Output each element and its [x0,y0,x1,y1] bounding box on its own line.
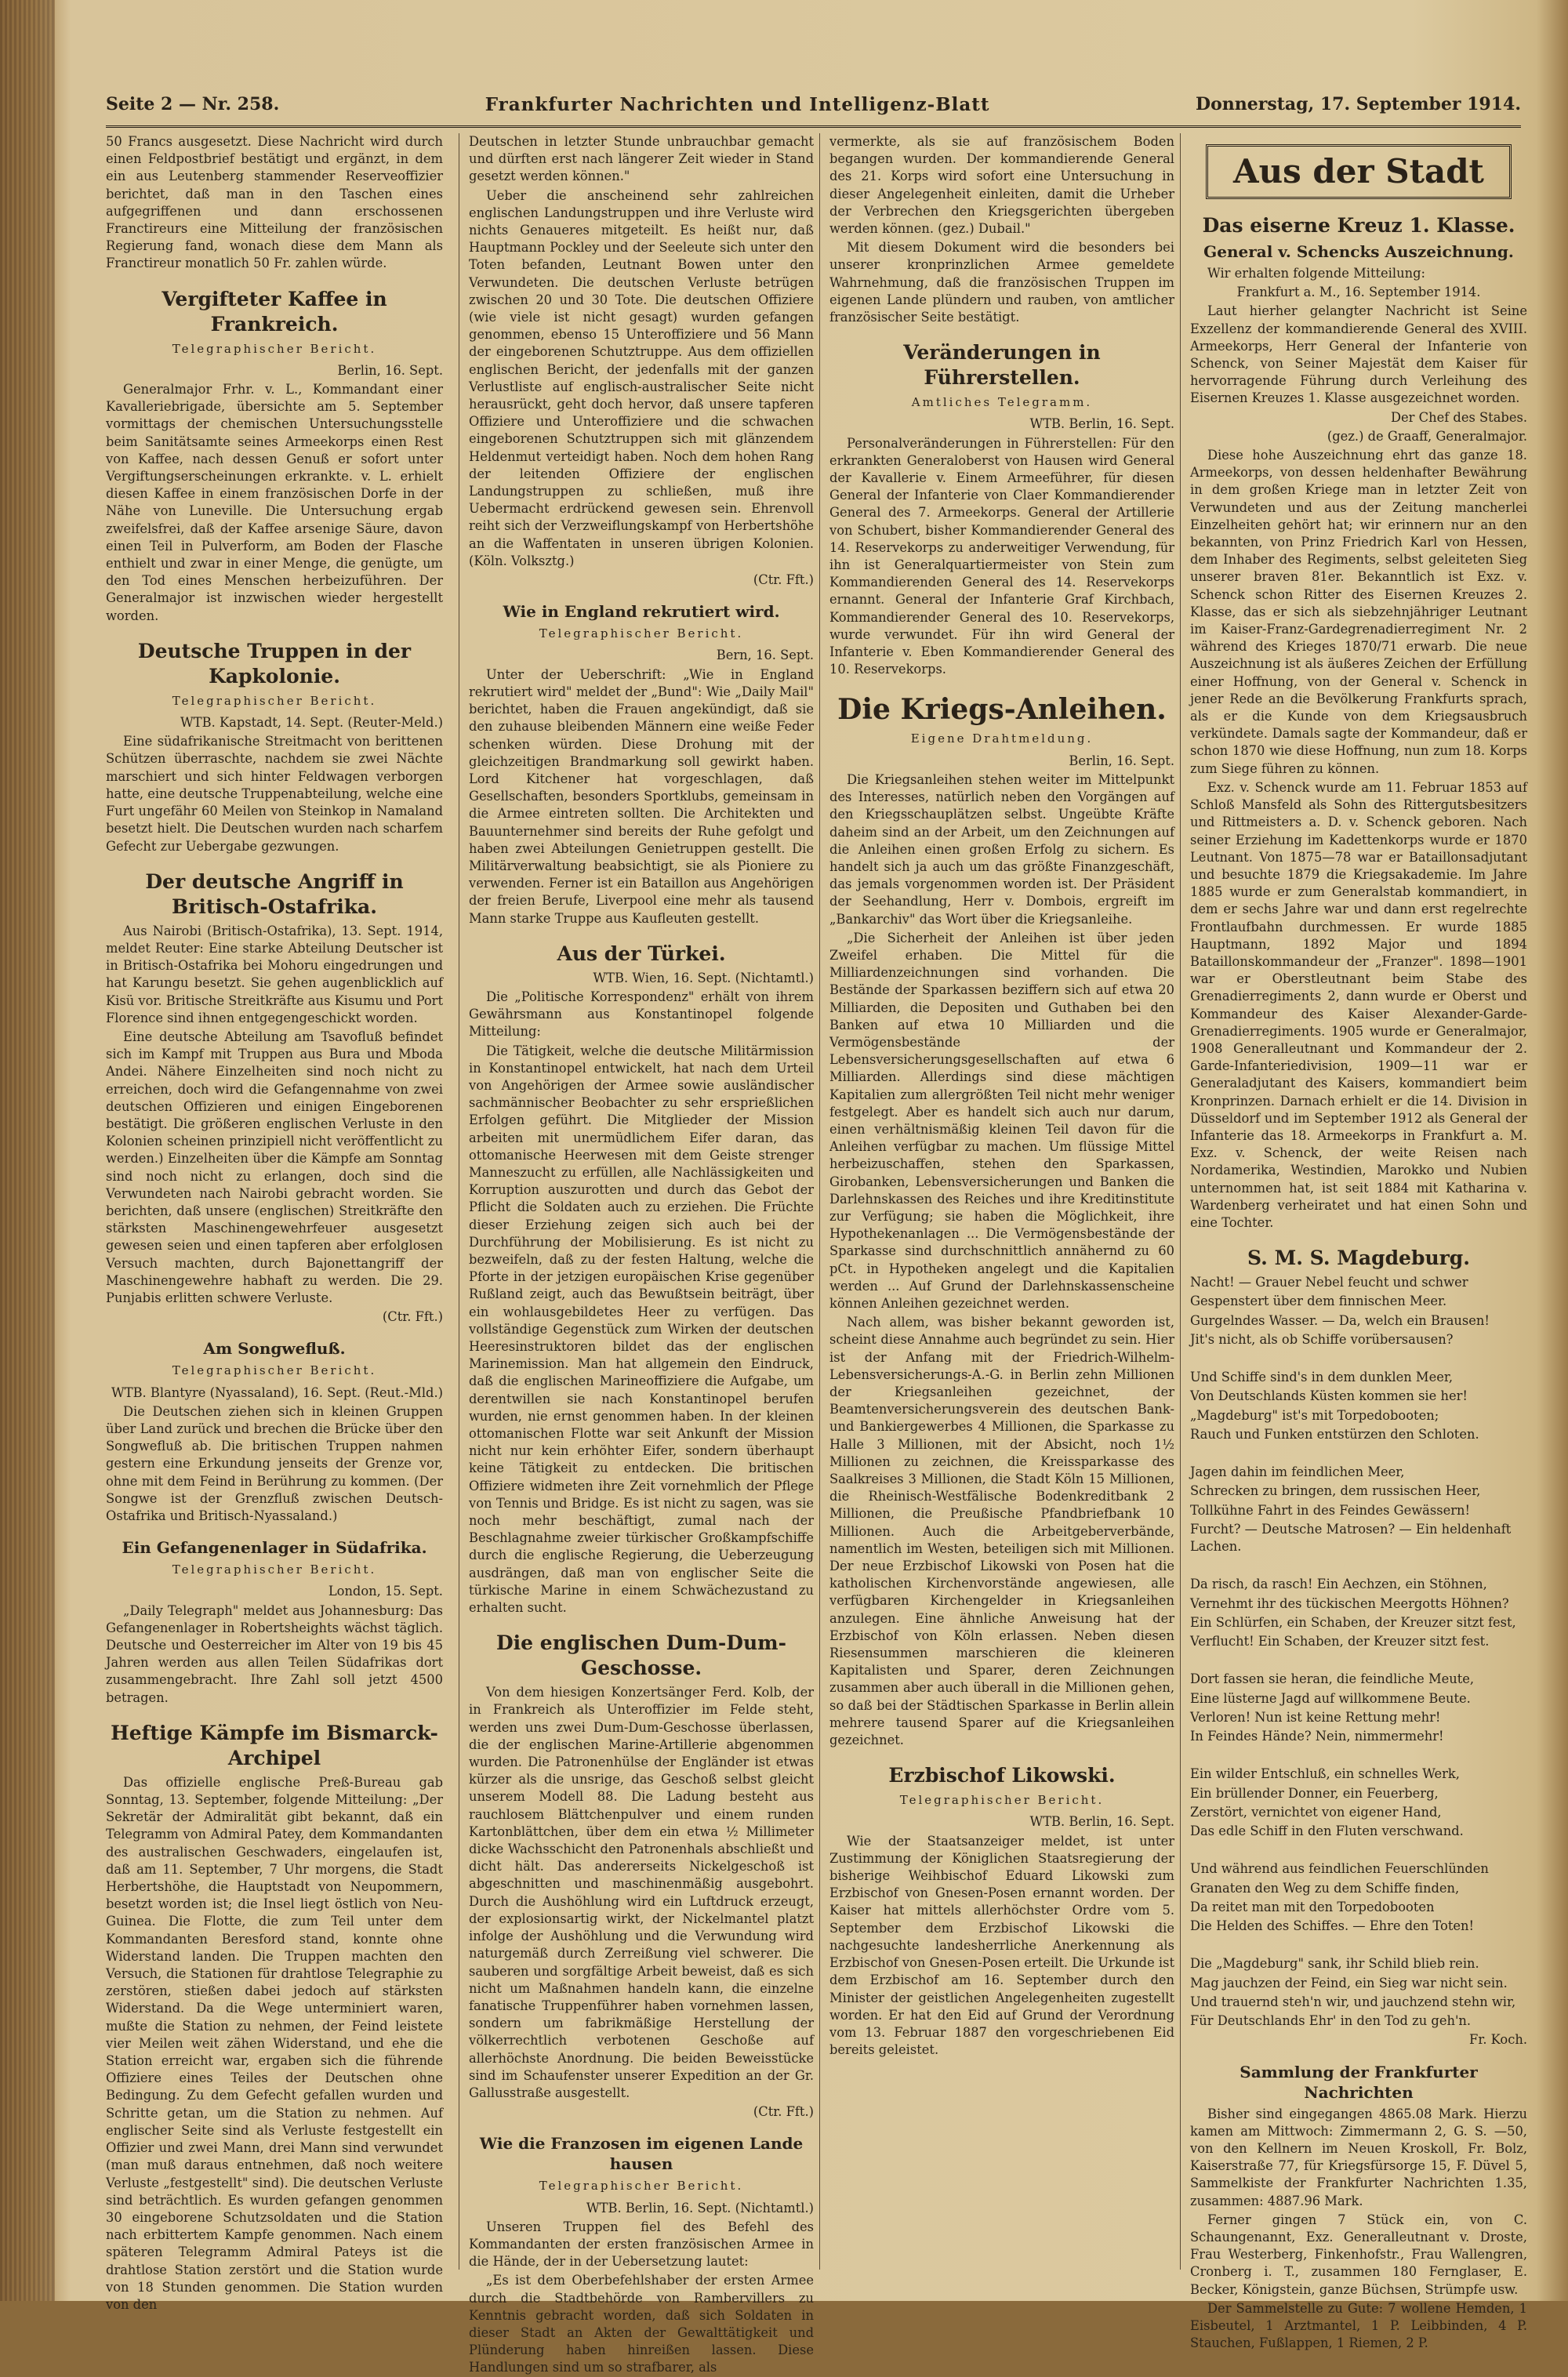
article-subtitle: Telegraphischer Bericht. [539,2179,744,2194]
poem-line: „Magdeburg" ist's mit Torpedobooten; [1190,1407,1439,1423]
poem-line: Eine lüsterne Jagd auf willkommene Beute. [1190,1690,1471,1706]
article-text: Bisher sind eingegangen 4865.08 Mark. Hierzu kamen am Mittwoch: Zimmermann 2, G. S. —50, von den Kellnern im Neuen Kroskoll, Fr. Bolz, Kaiserstraße 77, für Kriegsfürsorge 15, F. Düvel 5, Sammelkiste der Frankfurter Nachrichten 1.35, zusammen: 4887.96 Mark. [1190,2106,1527,2208]
article-text: „Die Sicherheit der Anleihen ist über jeden Zweifel erhaben. Die Mittel für die Milliardenzeichnungen sind vorhanden. Die Bestände der Sparkassen beziffern sich auf etwa 20 Milliarden, die Depositen und Guthaben bei den Banken auf etwa 10 Milliarden und die Vermögensbestände der Lebensversicherungsgesellschaften auf etwa 6 Milliarden. Allerdings sind diese mächtigen Kapitalien zum allergrößten Teil nicht mehr weniger festgelegt. Aber es handelt sich auch nur darum, einen verhältnismäßig kleinen Teil davon für die Anleihen verfügbar zu machen. Um flüssige Mittel herbeizuschaffen, stehen den Sparkassen, Girobanken, Lebensversicherungen und Banken die Darlehnskassen des Reiches und ihre Kreditinstitute zur Verfügung; sie haben die Möglichkeit, ihre Hypothekenanlagen ... Die Vermögensbestände der Sparkasse sind durchschnittlich annähernd zu 60 pCt. in Hypotheken angelegt und die Kapitalien werden ... Auf Grund der Darlehnskassenscheine können Anleihen gezeichnet werden. [829,930,1174,1311]
article-text: Laut hierher gelangter Nachricht ist Seine Exzellenz der kommandierende General des XVIII. Armeekorps, Herr General der Infanterie von Schenck, von Seiner Majestät dem Kaiser für hervorragende Führung durch Verleihung des Eisernen Kreuzes 1. Klasse ausgezeichnet worden. [1190,303,1527,406]
article-subtitle: Telegraphischer Bericht. [172,1562,377,1577]
article-text: „Daily Telegraph" meldet aus Johannesburg: Das Gefangenenlager in Robertsheights wächst täglich. Deutsche und Oesterreicher im Alter von 19 bis 45 Jahren werden aus allen Teilen Südafrikas dort zusammengebracht. Ihre Zahl soll jetzt 4500 betragen. [106,1602,443,1705]
article-text: Wie der Staatsanzeiger meldet, ist unter Zustimmung der Königlichen Staatsregierung der bisherige Weihbischof Eduard Likowski zum Erzbischof von Gnesen-Posen ernannt worden. Der Kaiser hat mittels allerhöchster Ordre vom 5. September dem Erzbischof Likowski die nachgesuchte landesherrliche Anerkennung als Erzbischof von Gnesen-Posen erteilt. Die Urkunde ist dem Erzbischof am 16. September durch den Minister der geistlichen Angelegenheiten zugestellt worden. Er hat den Eid auf Grund der Verordnung vom 13. Februar 1887 den vorgeschriebenen Eid bereits geleistet. [829,1833,1175,2058]
article-title: Sammlung der Frankfurter Nachrichten [1240,2062,1478,2102]
article-dateline: WTB. Berlin, 16. Sept. [1029,1814,1174,1830]
poem-line [1190,1842,1527,1859]
poem-line: Die „Magdeburg" sank, ihr Schild blieb rein. [1190,1956,1479,1972]
article-text: Die Tätigkeit, welche die deutsche Militärmission in Konstantinopel entwickelt, hat nach dem Urteil von Angehörigen der Armee sowie ausländischer sachmännischer Beobachter zu sehr ersprießlichen Erfolgen geführt. Die Mitglieder der Mission arbeiten mit unermüdlichem Eifer daran, das ottomanische Heerwesen mit dem Geiste strenger Manneszucht zu erfüllen, alle Nachlässigkeiten und Korruption auszurotten und durch das Gebot der Pflicht die Soldaten auch zu erziehen. Die Früchte dieser Erziehung zeigen sich auch bei der Durchführung der Mobilisierung. Es ist nicht zu bezweifeln, daß zu der festen Haltung, welche die Pforte in der jetzigen europäischen Krise gegenüber Rußland zeigt, auch das Bewußtsein beiträgt, über ein wohlausgebildetes Heer zu verfügen. Das vollständige Gegenstück zum Wirken der deutschen Heeresinstruktoren bildet das der englischen Marinemission. Man hat allgemein den Eindruck, daß die englischen Marineoffiziere die Aufgabe, um derentwillen sie nach Konstantinopel berufen wurden, nie ernst genommen haben. In der kleinen ottomanischen Flotte war seit Ankunft der Mission nicht nur kein erhöhter Eifer, sondern überhaupt keine Tätigkeit zu entdecken. Die britischen Offiziere widmeten ihre Zeit vornehmlich der Pflege von Tennis und Bridge. Es ist nicht zu sagen, was sie noch mehr beschäftigt, zumal nach der Beschlagnahme zweier türkischer Großkampfschiffe durch die englische Regierung, die Ueberzeugung ausdrängen, daß man von englischer Seite die türkische Marine in einem Schwächezustand zu erhalten sucht. [469,1043,814,1616]
article-title: Erzbischof Likowski. [888,1764,1116,1787]
article-subtitle: Telegraphischer Bericht. [172,1363,377,1378]
poem-line: Nacht! — Grauer Nebel feucht und schwer [1190,1275,1468,1290]
article-title: Heftige Kämpfe im Bismarck-Archipel [111,1721,438,1769]
poem-line: Von Deutschlands Küsten kommen sie her! [1190,1388,1468,1404]
poem-line [1190,1652,1527,1669]
column-4 [1180,133,1527,2351]
poem-line: Granaten den Weg zu dem Schiffe finden, [1190,1880,1460,1896]
article-dateline: London, 15. Sept. [328,1584,443,1599]
article-dateline: Berlin, 16. Sept. [1069,753,1174,768]
article-subtitle: Eigene Drahtmeldung. [910,731,1094,746]
article-title: Die Kriegs-Anleihen. [837,693,1167,727]
poem-line: Ein wilder Entschluß, ein schnelles Werk, [1190,1766,1460,1782]
column-1 [106,133,452,2312]
article-text: Wir erhalten folgende Mitteilung: [1207,266,1425,281]
poem-line: Da risch, da rasch! Ein Aechzen, ein Stöhnen, [1190,1577,1487,1592]
article-subtitle: General v. Schencks Auszeichnung. [1203,242,1514,261]
poem-line: Ein Schlürfen, ein Schaben, der Kreuzer sitzt fest, [1190,1614,1516,1630]
article-text: Die Kriegsanleihen stehen weiter im Mittelpunkt des Interesses, natürlich neben den Vorgängen auf den Kriegsschauplätzen selbst. Ungeübte Kräfte daheim sind an der Arbeit, um den Zeichnungen auf die Anleihen einen großen Erfolg zu sichern. Es handelt sich ja auch um das größte Finanzgeschäft, das jemals vorgenommen worden ist. Der Präsident der Seehandlung, Herr v. Dombois, ergreift im „Bankarchiv" das Wort über die Kriegsanleihe. [829,771,1174,927]
poem-line [1190,1936,1527,1954]
poem-line: Tollkühne Fahrt in des Feindes Gewässern! [1190,1502,1471,1518]
poem-line: Die Helden des Schiffes. — Ehre den Toten! [1190,1918,1475,1934]
article-source-note: (Ctr. Fft.) [753,2104,814,2120]
book-binding-edge [0,0,55,2301]
column-2 [459,133,823,2375]
article-dateline: Bern, 16. Sept. [716,648,814,663]
poem-line [1190,1445,1527,1462]
article-subtitle: Telegraphischer Bericht. [539,626,744,641]
poem-line: Gurgelndes Wasser. — Da, welch ein Brausen! [1190,1312,1490,1328]
poem-line: Und trauernd steh'n wir, und jauchzend stehn wir, [1190,1994,1516,2009]
poem-line: Das edle Schiff in den Fluten verschwand. [1190,1824,1464,1839]
poem-line: Gespenstert über dem finnischen Meer. [1190,1294,1447,1309]
header-rule [106,125,1521,128]
poem-line: Verflucht! Ein Schaben, der Kreuzer sitzt fest. [1190,1634,1490,1649]
poem-line: Jagen dahin im feindlichen Meer, [1190,1464,1405,1480]
signature-line: Der Chef des Stabes. [1390,409,1527,425]
article-text: Von dem hiesigen Konzertsänger Ferd. Kolb, der in Frankreich als Unteroffizier im Felde steht, werden uns zwei Dum-Dum-Geschosse überlassen, die der englischen Marine-Artillerie abgenommen wurden. Die Patronenhülse der Engländer ist etwas kürzer als die unsrige, das Geschoß selbst gleicht unserem Modell 88. Die Ladung besteht aus rauchlosem Blättchenpulver und einem runden Kartonblättchen, über dem ein etwa ½ Millimeter dicke Wachsschicht den Patronenhals abschließt und dicht hält. Das andererseits Nickelgeschoß ist abgeschnitten und maschinenmäßig ausgebohrt. Durch die Aushöhlung wird ein Luftdruck erzeugt, der explosionsartig wirkt, der Nickelmantel platzt infolge der Aushöhlung und die Verwundung wird naturgemäß durch Zerreißung viel schwerer. Die sauberen und sorgfältige Arbeit beweist, daß es sich nicht um Maßnahmen handeln kann, die einzelne fanatische Truppenführer haben vornehmen lassen, sondern um fabrikmäßige Herstellung der völkerrechtlich verbotenen Geschoße auf allerhöchste Anordnung. Die beiden Beweisstücke sind im Schaufenster unserer Expedition an der Gr. Gallusstraße ausgestellt. [469,1685,814,2100]
article-title: Deutsche Truppen in der Kapkolonie. [137,639,412,688]
col2-intro: Deutschen in letzter Stunde unbrauchbar gemacht und dürften erst nach längerer Zeit wieder in Stand gesetzt werden können." [469,134,814,184]
article-text: Diese hohe Auszeichnung ehrt das ganze 18. Armeekorps, von dessen heldenhafter Bewährung in dem großen Kriege man in letzter Zeit von Verwundeten und aus der Zeitung mancherlei Einzelheiten gehört hat; wir erinnern nur an den bekannten, von Prinz Friedrich Karl von Hessen, dem Inhaber des Regiments, selbst geleiteten Sieg unserer braven 81er. Bekanntlich ist Exz. v. Schenck schon Ritter des Eisernen Kreuzes 2. Klasse, das er sich als siebzehnjähriger Leutnant im Kaiser-Franz-Gardegrenadierregiment Nr. 2 während des Krieges 1870/71 erwarb. Die neue Auszeichnung ist als äußeres Zeichen der Erfüllung einer Hoffnung, von der General v. Schenck in jener Rede an die Bevölkerung Frankfurts sprach, als er die Kunde von dem Kriegsausbruch verkündete. Damals sagte der Kommandeur, daß er schon 1870 wie diese Hoffnung, nun zum 18. Korps zum Siege führen zu können. [1190,448,1527,776]
article-subtitle: Telegraphischer Bericht. [172,693,377,708]
poem-line: Für Deutschlands Ehr' in den Tod zu geh'n. [1190,2013,1472,2029]
column-3 [819,133,1184,2270]
poem-author: Fr. Koch. [1469,2032,1527,2048]
page-header [106,85,1521,124]
section-heading-box: Aus der Stadt [1206,144,1512,199]
article-dateline: WTB. Berlin, 16. Sept. (Nichtamtl.) [586,2200,814,2216]
article-text: Unseren Truppen fiel des Befehl des Kommandanten der ersten französischen Armee in die Hände, der in der Uebersetzung lautet: [469,2219,814,2270]
poem-line: Ein brüllender Donner, ein Feuerberg, [1190,1785,1439,1801]
col3-intro: vermerkte, als sie auf französischem Boden begangen wurden. Der kommandierende General des 21. Korps wird sofort eine Untersuchung in dieser Angelegenheit einleiten, damit die Urheber der Verbrechen den Kriegsgerichten übergeben werden können. (gez.) Dubail." [829,134,1174,237]
article-text: Aus Nairobi (Britisch-Ostafrika), 13. Sept. 1914, meldet Reuter: Eine starke Abteilung Deutscher ist in Britisch-Ostafrika bei Mohoru eingedrungen und hat Karungu besetzt. Sie gehen augenblicklich auf Kisü vor. Britische Streitkräfte aus Kisumu und Port Florence sind ihnen entgegengeschickt worden. [106,923,443,1025]
article-title: Wie in England rekrutiert wird. [503,602,780,622]
article-title: Aus der Türkei. [557,942,726,965]
article-text: „Es ist dem Oberbefehlshaber der ersten Armee durch die Stadtbehörde von Rambervillers zu Kenntnis gebracht worden, daß sich Soldaten in dieser Stadt an Akten der Gewalttätigkeit und Plünderung haben hinreißen lassen. Diese Handlungen sind um so strafbarer, als [469,2273,814,2375]
article-text: Eine deutsche Abteilung am Tsavofluß befindet sich im Kampf mit Truppen aus Bura und Mboda Andei. Nähere Einzelheiten sind noch nicht zu erreichen, doch wird die Gefangennahme von zwei deutschen Offizieren und einigen Eingeborenen bestätigt. Die größeren englischen Verluste in den Kolonien scheinen prinzipiell nicht veröffentlicht zu werden.) Einzelheiten über die Kämpfe am Sonntag sind noch nicht zu erlangen, doch sind die Verwundeten nach Nairobi gebracht worden. Sie berichten, daß unsere (englischen) Streitkräfte den stärksten Maschinengewehrfeuer ausgesetzt gewesen seien und einen tapferen aber erfolglosen Versuch machten, durch Bajonettangriff der Maschinengewehre habhaft zu werden. Die 29. Punjabis erlitten schwere Verluste. [106,1029,443,1305]
article-source-note: (Ctr. Fft.) [382,1309,443,1325]
masthead: Frankfurter Nachrichten und Intelligenz-Blatt [485,93,990,115]
article-dateline: WTB. Berlin, 16. Sept. [1029,416,1174,432]
article-title: Das eiserne Kreuz 1. Klasse. [1202,214,1515,237]
article-dateline: WTB. Wien, 16. Sept. (Nichtamtl.) [593,970,814,985]
poem-line: Da reitet man mit den Torpedobooten [1190,1899,1435,1914]
poem-line: Zerstört, vernichtet von eigener Hand, [1190,1804,1442,1820]
article-dateline: WTB. Blantyre (Nyassaland), 16. Sept. (Reut.-Mld.) [111,1384,443,1400]
poem [1190,1274,1527,2030]
page-number: Seite 2 — Nr. 258. [106,94,280,114]
article-text: Personalveränderungen in Führerstellen: Für den erkrankten Generaloberst von Hausen wird General der Kavallerie v. Einem Armeeführer, für diesen General der Infanterie von Claer Kommandierender General des 7. Armeekorps. General der Artillerie von Schubert, bisher Kommandierender General des 14. Reservekorps zu anderweitiger Verwendung, für ihn ist Generalquartiermeister von Stein zum Kommandierenden General des 14. Reservekorps ernannt. General der Infanterie Graf Kirchbach, Kommandierender General des 10. Reservekorps, wurde verwundet. Für ihn wird General der Infanterie v. Eben Kommandierender General des 10. Reservekorps. [829,435,1174,677]
article-dateline: Frankfurt a. M., 16. September 1914. [1236,285,1481,300]
poem-line: Verloren! Nun ist keine Rettung mehr! [1190,1709,1441,1725]
article-title: Der deutsche Angriff in Britisch-Ostafrika. [145,869,404,918]
poem-line: Jit's nicht, als ob Schiffe vorübersausen? [1190,1331,1454,1347]
poem-line: Dort fassen sie heran, die feindliche Meute, [1190,1671,1475,1687]
article-dateline: WTB. Kapstadt, 14. Sept. (Reuter-Meld.) [180,715,443,731]
poem-line: Schrecken zu bringen, dem russischen Heer, [1190,1483,1481,1499]
article-text: Mit diesem Dokument wird die besonders bei unserer kronprinzlichen Armee gemeldete Wahrnehmung, daß die französischen Truppen im eigenen Lande plündern und rauben, von amtlicher französischer Seite bestätigt. [829,240,1174,325]
article-text: Der Sammelstelle zu Gute: 7 wollene Hemden, 1 Eisbeutel, 1 Arztmantel, 1 P. Leibbinden, 4 P. Stauchen, Fußlappen, 1 Riemen, 2 P. [1190,2300,1527,2351]
article-subtitle: Telegraphischer Bericht. [899,1793,1105,1808]
poem-line [1190,1557,1527,1574]
article-source-note: (Ctr. Fft.) [753,572,814,588]
article-text: Generalmajor Frhr. v. L., Kommandant einer Kavalleriebrigade, übersichte am 5. September vormittags der chemischen Untersuchungsstelle beim Sanitätsamte seines Armeekorps einen Rest von Kaffee, nach dessen Genuß er sofort unter Vergiftungserscheinungen erkrankte. v. L. erhielt diesen Kaffee in einem französischen Dorfe in der Nähe von Luneville. Die Untersuchung ergab zweifelsfrei, daß der Kaffee arsenige Säure, davon einen Teil in Pulverform, am Boden der Flasche enthielt und zwar in einer Menge, die genügte, um den Tod eines Menschen herbeizuführen. Der Generalmajor ist inzwischen wieder hergestellt worden. [106,382,443,623]
article-text: Die Deutschen ziehen sich in kleinen Gruppen über Land zurück und brechen die Brücke über den Songwefluß ab. Die britischen Truppen nahmen gestern eine Erkundung jenseits der Grenze vor, ohne mit dem Feind in Berührung zu kommen. (Der Songwe ist der Grenzfluß zwischen Deutsch-Ostafrika und Britisch-Nyassaland.) [106,1403,443,1523]
poem-line [1190,1747,1527,1764]
col1-intro: 50 Francs ausgesetzt. Diese Nachricht wird durch einen Feldpostbrief bestätigt und ergänzt, in dem ein aus Leutenberg stammender Reserveoffizier berichtet, daß man in den Taschen eines aufgegriffenen und dann erschossenen Franctireurs eine Mitteilung der französischen Regierung fand, wonach diese dem Mann als Franctireur monatlich 50 Fr. zahlen würde. [106,134,443,271]
poem-line: In Feindes Hände? Nein, nimmermehr! [1190,1729,1444,1744]
article-text: Die „Politische Korrespondenz" erhält von ihrem Gewährsmann aus Konstantinopel folgende Mitteilung: [469,989,814,1040]
article-text: Ueber die anscheinend sehr zahlreichen englischen Landungstruppen und ihre Verluste wird nichts Genaueres mitgeteilt. Es heißt nur, daß Hauptmann Pockley und der Seeleute sich unter den Toten befanden, Leutnant Bowen unter den Verwundeten. Die deutschen Verluste betrügen zwischen 20 und 30 Tote. Die deutschen Offiziere (wie viele ist nicht gesagt) wurden gefangen genommen, ebenso 15 Unteroffiziere und 56 Mann der eingeborenen Schutztruppe. Aus dem offiziellen englischen Bericht, der jedenfalls mit der ganzen Verlustliste auf englisch-australischer Seite nicht herausrückt, geht doch hervor, daß unsere tapferen Offiziere und Unteroffiziere und die schwachen eingeborenen Schutztruppen sich mit glänzendem Heldenmut verteidigt haben. Noch dem hohen Rang der leitenden Offiziere der englischen Landungstruppen zu schließen, muß ihre Uebermacht erdrückend gewesen sein. Ehrenvoll reiht sich der Verzweiflungskampf von Herbertshöhe an die Waffentaten in unseren übrigen Kolonien. (Köln. Volksztg.) [469,187,814,568]
article-title: Die englischen Dum-Dum-Geschosse. [496,1631,786,1680]
poem-line: Mag jauchzen der Feind, ein Sieg war nicht sein. [1190,1975,1508,1991]
poem-line: Und während aus feindlichen Feuerschlünden [1190,1861,1489,1877]
signature-line: (gez.) de Graaff, Generalmajor. [1327,428,1527,444]
article-subtitle: Telegraphischer Bericht. [172,341,377,356]
issue-date: Donnerstag, 17. September 1914. [1196,94,1521,114]
article-text: Unter der Ueberschrift: „Wie in England rekrutiert wird" meldet der „Bund": Wie „Daily Mail" berichtet, haben die Frauen angekündigt, daß sie den zuhause bleibenden Männern eine weiße Feder schenken würden. Diese Drohung mit der gleichzeitigen Brandmarkung soll gewirkt haben. Lord Kitchener hat vorgeschlagen, daß Gesellschaften, besonders Sportklubs, gemeinsam in die Armee eintreten sollten. Die Architekten und Bauunternehmer sind bereits der Ruhe gefolgt und haben zwei Abteilungen Genietruppen gestellt. Die Militärverwaltung beabsichtigt, sie als Pioniere zu verwenden. Ferner ist ein Bataillon aus Angehörigen der freien Berufe, Liverpool eine mehr als tausend Mann starke Truppe aus Kaufleuten gestellt. [469,666,814,926]
article-title: Ein Gefangenenlager in Südafrika. [122,1538,427,1558]
poem-line: Rauch und Funken entstürzen den Schloten. [1190,1426,1479,1442]
poem-line [1190,1350,1527,1367]
article-title: S. M. S. Magdeburg. [1247,1247,1470,1270]
article-text: Das offizielle englische Preß-Bureau gab Sonntag, 13. September, folgende Mitteilung: „Der Sekretär der Admiralität gibt bekannt, daß ein Telegramm von Admiral Patey, dem Kommandanten des australischen Geschwaders, eingelaufen ist, daß am 11. September, 7 Uhr morgens, die Stadt Herbertshöhe, die Hauptstadt von Neupommern, besetzt worden ist; die Insel liegt östlich von Neu-Guinea. Die Flotte, die zum Teil unter dem Kommandanten Beresford stand, konnte ohne Widerstand landen. Die Truppen machten den Versuch, die Stationen für drahtlose Telegraphie zu zerstören, stießen dabei jedoch auf stärksten Widerstand. Da die Wege unterminiert waren, mußte die Station zu nehmen, der Feind leistete vier Meilen weit zähen Widerstand, und ehe die Station erreicht war, ergaben sich die führende Offiziere eines Teiles der Deutschen ohne Bedingung. Zu dem Gefecht gefallen wurden und Schritte getan, um die Station zu nehmen. Auf englischer Seite sind als Verluste festgestellt ein Offizier und zwei Mann, drei Mann sind verwundet (man muß daraus entnehmen, daß noch weitere Verluste „festgestellt" sind). Die deutschen Verluste sind beträchtlich. Es wurden gefangen genommen 30 eingeborene Schutzsoldaten und die Station nach erbittertem Kampfe genommen. Nach einem späteren Telegramm Admiral Pateys ist die drahtlose Station zerstört und die Station wurde von 18 Stunden genommen. Die Station wurden von den [106,1774,443,2312]
article-title: Wie die Franzosen im eigenen Lande hausen [479,2134,804,2174]
article-text: Ferner gingen 7 Stück ein, von C. Schaungenannt, Exz. Generalleutnant v. Droste, Frau Westerberg, Finkenhofstr., Frau Wallengren, Cronberg i. T., zusammen 180 Fernglaser, E. Becker, Königstein, ganze Büchsen, Strümpfe usw. [1190,2212,1527,2297]
article-title: Vergifteter Kaffee in Frankreich. [162,287,387,336]
article-subtitle: Amtliches Telegramm. [911,395,1093,410]
poem-line: Furcht? — Deutsche Matrosen? — Ein heldenhaft Lachen. [1190,1521,1512,1555]
poem-line: Vernehmt ihr des tückischen Meergotts Höhnen? [1190,1595,1509,1611]
article-text: Eine südafrikanische Streitmacht von berittenen Schützen überraschte, nachdem sie zwei Nächte marschiert und sich hinter Feldwagen verborgen hatte, eine deutsche Truppenabteilung, welche eine Furt ungefähr 60 Meilen von Steinkop in Namaland besetzt hielt. Die Deutschen wurden nach scharfem Gefecht zur Uebergabe gezwungen. [106,734,443,854]
article-title: Am Songwefluß. [203,1339,346,1359]
article-dateline: Berlin, 16. Sept. [337,362,443,378]
article-text: Exz. v. Schenck wurde am 11. Februar 1853 auf Schloß Mansfeld als Sohn des Rittergutsbesitzers und Rittmeisters a. D. v. Schenck geboren. Nach seiner Erziehung im Kadettenkorps wurde er 1870 Leutnant. Von 1875—78 war er Bataillonsadjutant und besuchte 1879 die Kriegsakademie. Im Jahre 1885 wurde er zum Generalstab kommandiert, in dem er sechs Jahre war und dann erst regelrechte Frontlaufbahn durchmessen. Er wurde 1885 Hauptmann, 1892 Major und 1894 Bataillonskommandeur der „Franzer". 1898—1901 war er Oberstleutnant beim Stabe des Grenadierregiments 2, dann wurde er Oberst und Kommandeur des Kaiser Alexander-Garde-Grenadierregiments. 1905 wurde er Generalmajor, 1908 Generalleutnant und Kommandeur der 2. Garde-Infanteriedivision, 1909—11 war er Generaladjutant des Kaisers, kommandiert beim Kronprinzen. Darnach erhielt er die 14. Division in Düsseldorf und im September 1912 als General der Infanterie das 18. Armeekorps in Frankfurt a. M. Exz. v. Schenck, der weite Reisen nach Nordamerika, Westindien, Marokko und Nubien unternommen hat, ist seit 1884 mit Katharina v. Wardenberg verheiratet und hat einen Sohn und eine Tochter. [1190,779,1527,1230]
article-text: Nach allem, was bisher bekannt geworden ist, scheint diese Annahme auch begründet zu sein. Hier ist der Anfang mit der Friedrich-Wilhelm-Lebensversicherungs-A.-G. in Berlin zehn Millionen der Kriegsanleihen gezeichnet, der Beamtenversicherungsverein des deutschen Bank- und Bankiergewerbes 4 Millionen, die Sparkasse zu Halle 3 Millionen, mit der Absicht, noch 1½ Millionen zu zeichnen, die Kreissparkasse des Saalkreises 3 Millionen, die Stadt Köln 15 Millionen, die Rheinisch-Westfälische Bodenkreditbank 2 Millionen, die Preußische Pfandbriefbank 10 Millionen. Auch die Arbeitgeberverbände, namentlich im Westen, beteiligen sich mit Millionen. Der neue Erzbischof Likowski von Posen hat die katholischen Kirchenvorstände angewiesen, alle verfügbaren Kirchengelder in Kriegsanleihen anzulegen. Eine ähnliche Anweisung hat der Erzbischof von Köln erlassen. Neben diesen Riesensummen marschieren die kleineren Kapitalisten und Sparer, deren Zeichnungen zusammen aber auch überall in die Millionen gehen, so daß bei der Städtischen Sparkasse in Berlin allein mehrere tausend Sparer auf die Kriegsanleihen gezeichnet. [829,1315,1174,1748]
article-title: Veränderungen in Führerstellen. [903,341,1101,390]
poem-line: Und Schiffe sind's in dem dunklen Meer, [1190,1370,1454,1385]
